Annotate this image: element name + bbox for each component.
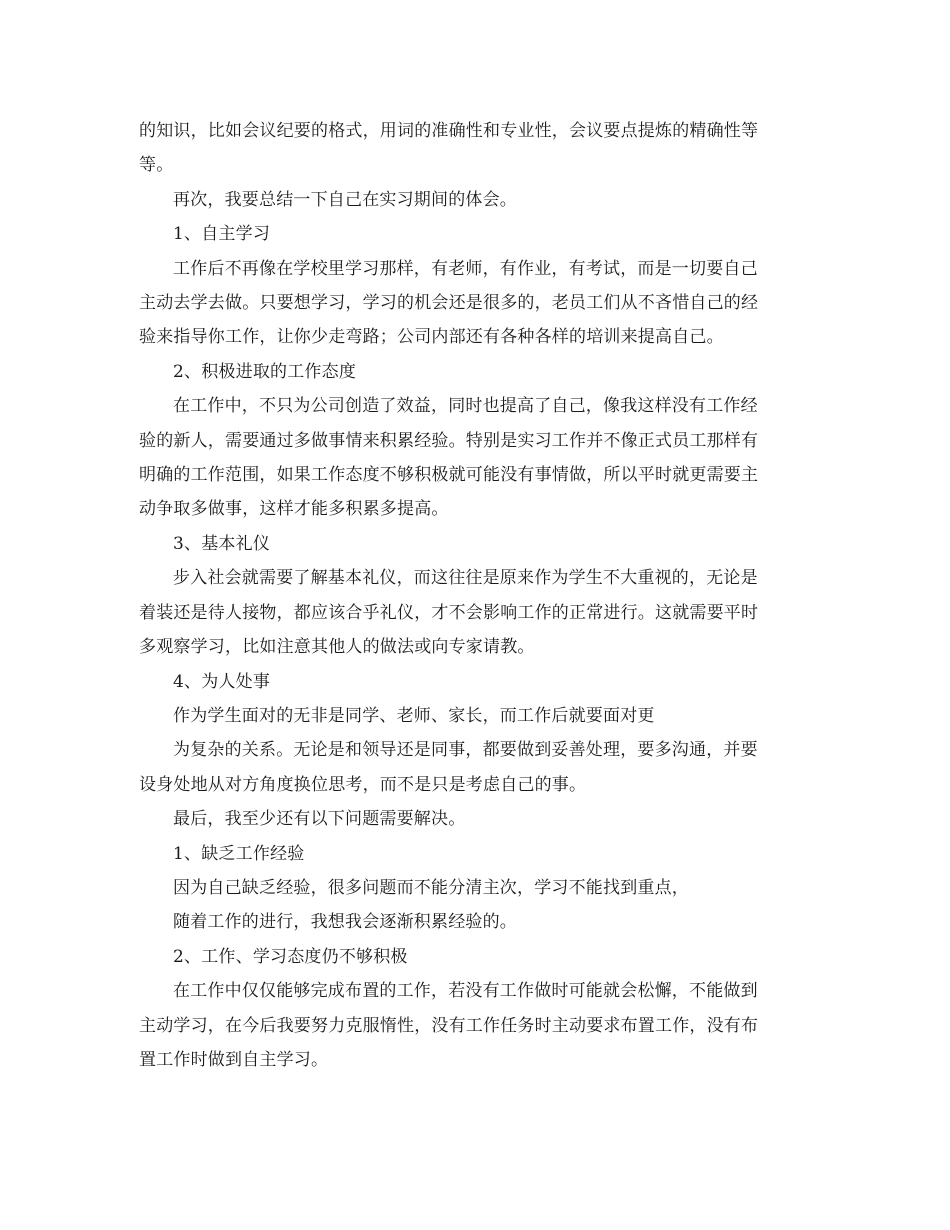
text-line: 因为自己缺乏经验，很多问题而不能分清主次，学习不能找到重点， — [173, 877, 689, 898]
section-heading — [139, 665, 819, 699]
paragraph — [139, 183, 819, 217]
text-line: 步入社会就需要了解基本礼仪，而这往往是原来作为学生不大重视的，无论是 — [173, 568, 758, 589]
text-line: 设身处地从对方角度换位思考，而不是只是考虑自己的事。 — [139, 774, 587, 795]
heading-text: 3、基本礼仪 — [173, 533, 271, 554]
heading-text: 4、为人处事 — [173, 671, 271, 692]
text-line: 最后，我至少还有以下问题需要解决。 — [173, 809, 466, 830]
text-line: 着装还是待人接物，都应该合乎礼仪，才不会影响工作的正常进行。这就需要平时 — [139, 602, 759, 623]
paragraph — [139, 905, 819, 939]
text-line: 作为学生面对的无非是同学、老师、家长，而工作后就要面对更 — [173, 705, 655, 726]
paragraph — [139, 699, 819, 733]
section-heading — [139, 527, 819, 561]
text-line: 动争取多做事，这样才能多积累多提高。 — [139, 499, 449, 520]
heading-text: 1、自主学习 — [173, 224, 271, 245]
paragraph — [139, 389, 819, 527]
text-line: 在工作中仅仅能够完成布置的工作，若没有工作做时可能就会松懈，不能做到 — [173, 981, 758, 1002]
heading-text: 2、工作、学习态度仍不够积极 — [173, 946, 408, 967]
section-heading — [139, 217, 819, 251]
paragraph — [139, 252, 819, 355]
text-line: 多观察学习，比如注意其他人的做法或向专家请教。 — [139, 637, 535, 658]
text-line: 的知识，比如会议纪要的格式，用词的准确性和专业性，会议要点提炼的精确性等 — [139, 121, 759, 141]
text-line: 验的新人，需要通过多做事情来积累经验。特别是实习工作并不像正式员工那样有 — [139, 430, 759, 451]
heading-text: 2、积极进取的工作态度 — [173, 361, 357, 382]
paragraph — [139, 561, 819, 664]
paragraph — [139, 114, 819, 183]
paragraph — [139, 974, 819, 1077]
heading-text: 1、缺乏工作经验 — [173, 843, 305, 864]
paragraph — [139, 802, 819, 836]
text-line: 工作后不再像在学校里学习那样，有老师，有作业，有考试，而是一切要自己 — [173, 258, 758, 279]
paragraph — [139, 733, 819, 802]
section-heading — [139, 940, 819, 974]
text-line: 等。 — [139, 155, 174, 176]
text-line: 主动学习，在今后我要努力克服惰性，没有工作任务时主动要求布置工作，没有布 — [139, 1015, 759, 1036]
section-heading — [139, 355, 819, 389]
text-line: 主动去学去做。只要想学习，学习的机会还是很多的，老员工们从不吝惜自己的经 — [139, 293, 759, 314]
paragraph — [139, 871, 819, 905]
text-line: 在工作中，不只为公司创造了效益，同时也提高了自己，像我这样没有工作经 — [173, 396, 758, 417]
text-line: 再次，我要总结一下自己在实习期间的体会。 — [173, 189, 517, 210]
text-line: 随着工作的进行，我想我会逐渐积累经验的。 — [173, 912, 517, 933]
text-line: 置工作时做到自主学习。 — [139, 1049, 329, 1070]
section-heading — [139, 837, 819, 871]
document-body — [139, 114, 819, 1077]
text-line: 为复杂的关系。无论是和领导还是同事，都要做到妥善处理，要多沟通，并要 — [173, 740, 758, 761]
text-line: 验来指导你工作，让你少走弯路；公司内部还有各种各样的培训来提高自己。 — [139, 327, 724, 348]
text-line: 明确的工作范围，如果工作态度不够积极就可能没有事情做，所以平时就更需要主 — [139, 465, 759, 486]
